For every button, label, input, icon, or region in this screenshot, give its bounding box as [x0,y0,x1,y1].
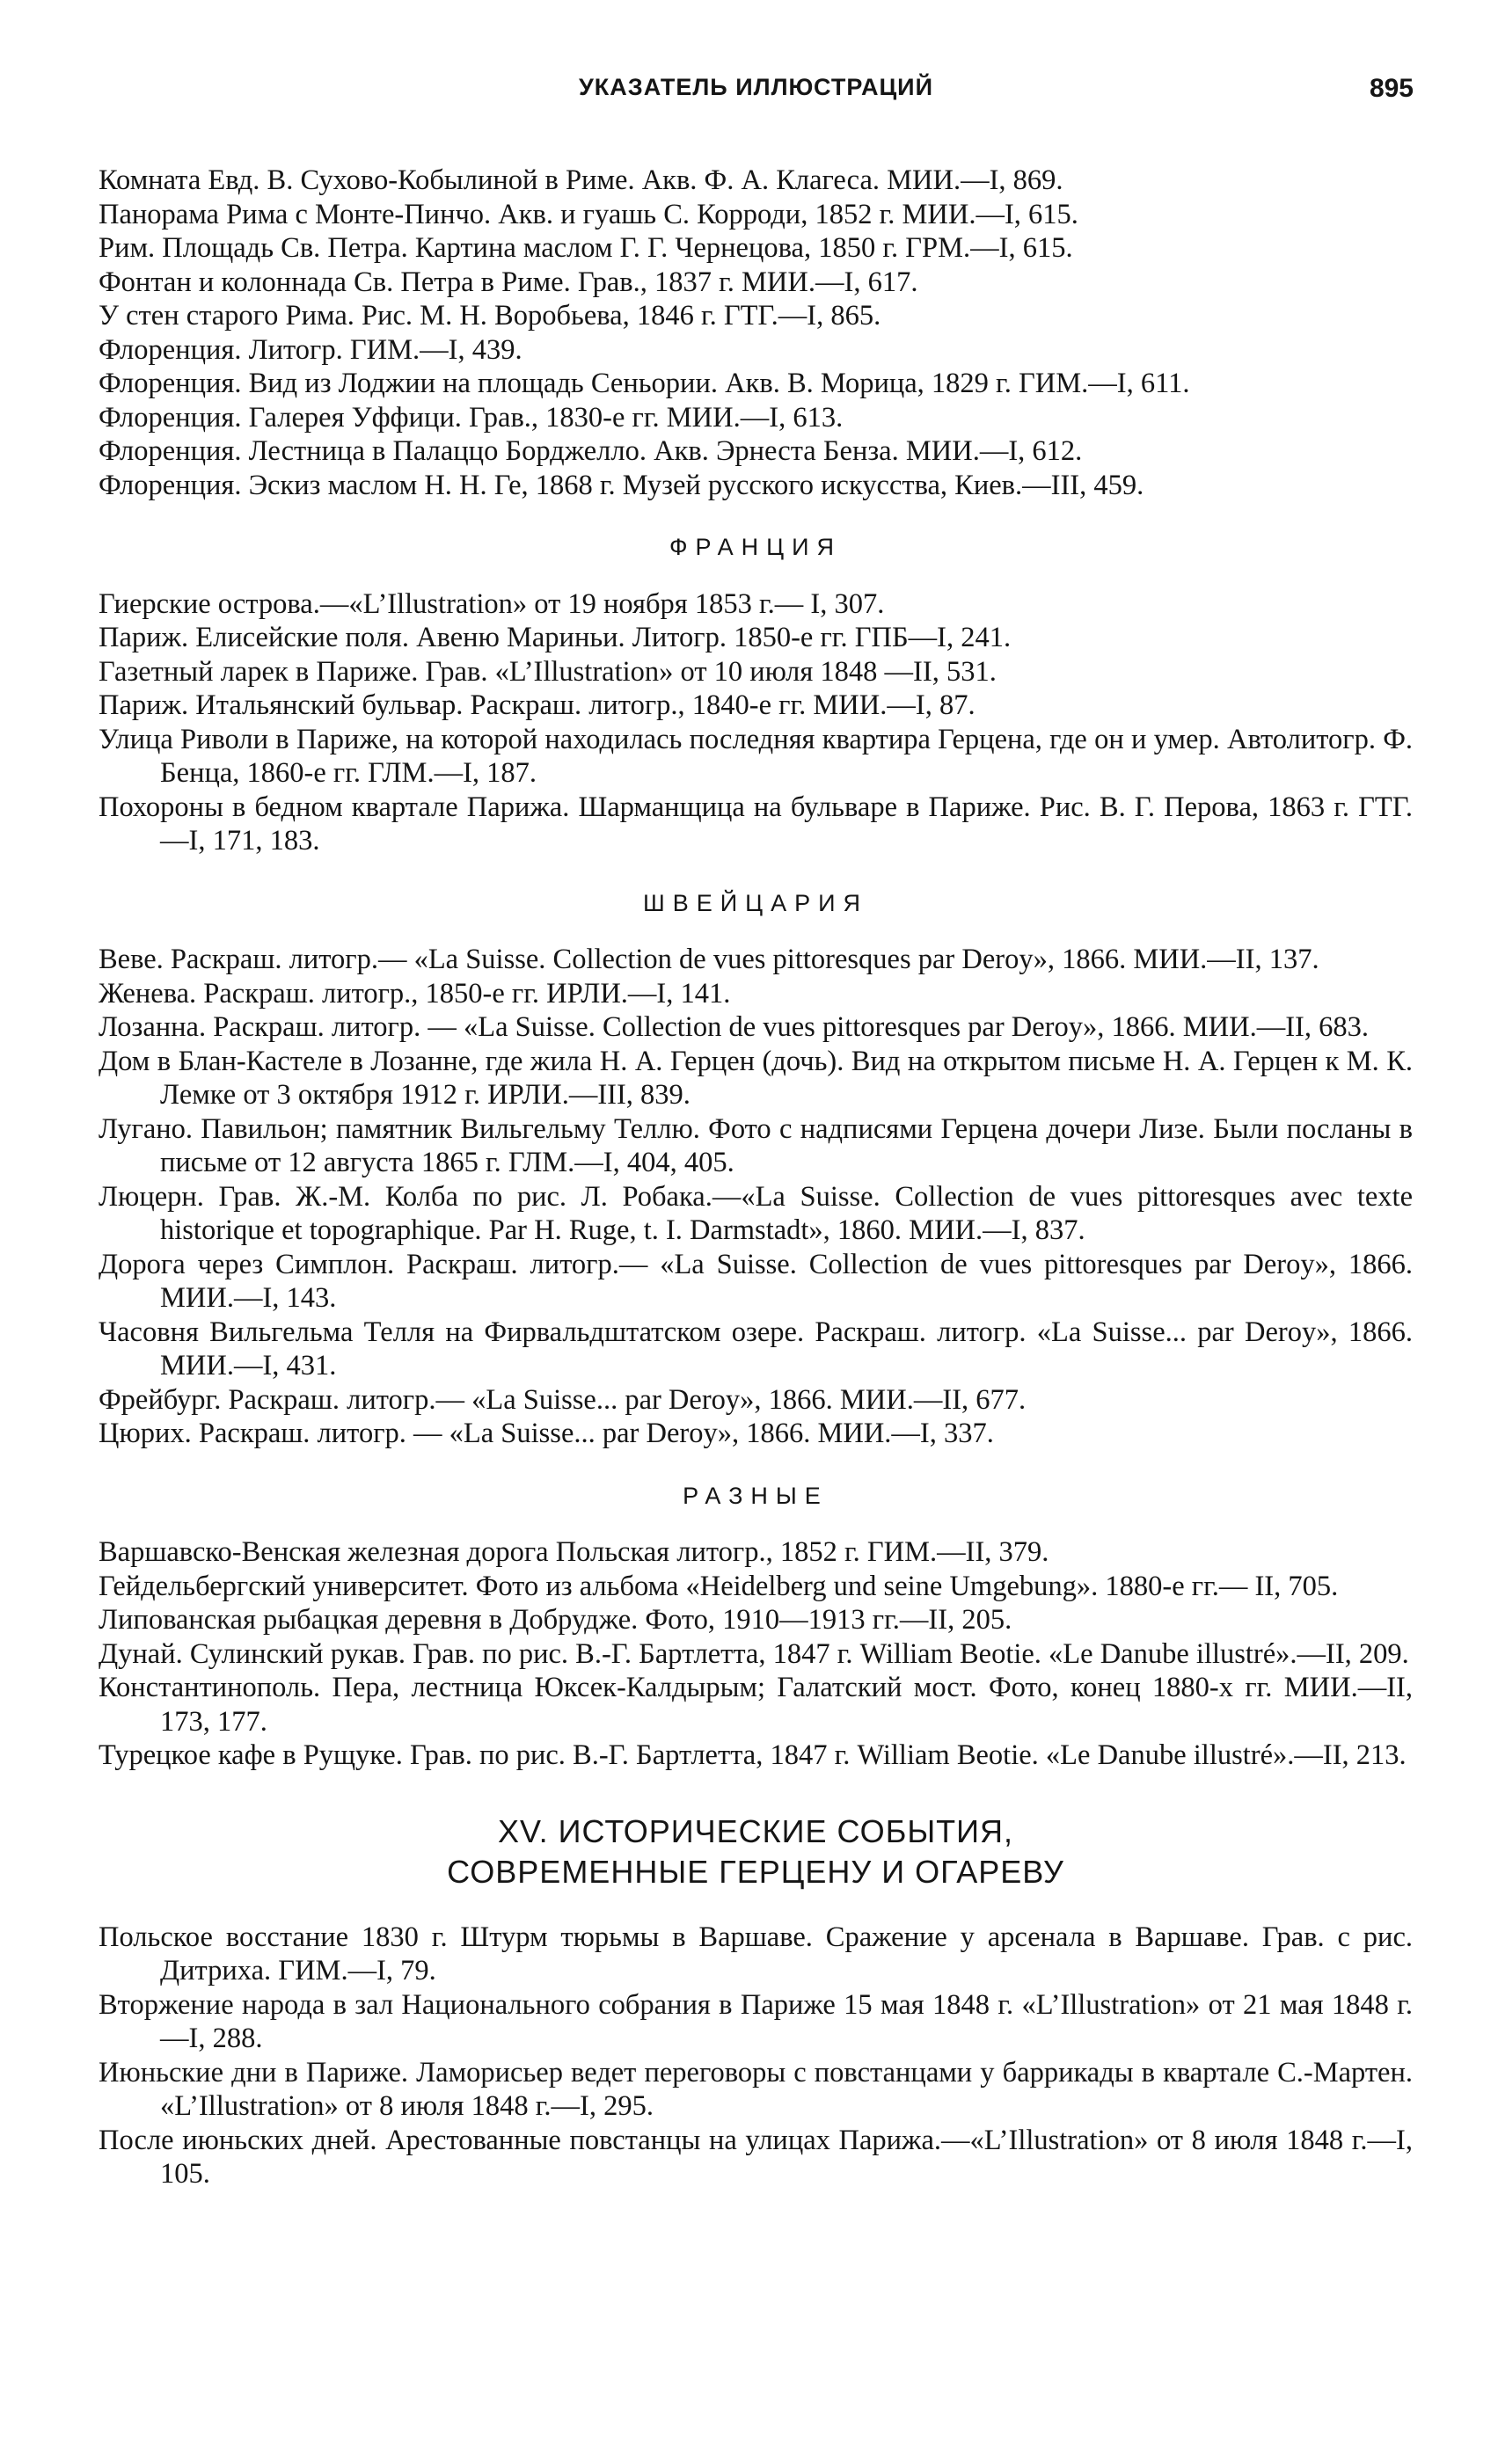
index-entry: Флоренция. Эскиз маслом Н. Н. Ге, 1868 г. Музей русского искусства, Киев.—III, 459. [99,469,1144,501]
index-entry: У стен старого Рима. Рис. М. Н. Воробьева, 1846 г. ГТГ.—I, 865. [99,300,881,332]
index-entry: Фрейбург. Раскраш. литогр.— «La Suisse... par Deroy», 1866. МИИ.—II, 677. [99,1383,1027,1416]
index-entry: Вторжение народа в зал Национального собрания в Париже 15 мая 1848 г. «L’Illustration» от 21 мая 1848 г. —I, 288. [99,1988,1413,2054]
index-section [99,886,1413,1451]
index-entry: Панорама Рима с Монте-Пинчо. Акв. и гуашь С. Корроди, 1852 г. МИИ.—I, 615. [99,198,1078,230]
index-entry: Париж. Елисейские поля. Авеню Мариньи. Литогр. 1850-е гг. ГПБ—I, 241. [99,622,1012,653]
section-heading: ФРАНЦИЯ [669,534,843,560]
index-entry: Гейдельбергский университет. Фото из альбома «Heidelberg und seine Umgebung». 1880-е гг.— II, 705. [99,1570,1339,1602]
index-entry: Цюрих. Раскраш. литогр. — «La Suisse... par Deroy», 1866. МИИ.—I, 337. [99,1418,994,1449]
index-entry: Похороны в бедном квартале Парижа. Шарманщица на бульваре в Париже. Рис. В. Г. Перова, 1863 г. ГТГ.—I, 171, 183. [99,791,1413,857]
illustration-index [99,164,1413,2191]
index-entry: Флоренция. Литогр. ГИМ.—I, 439. [99,333,522,366]
index-entry: Июньские дни в Париже. Ламорисьер ведет переговоры с повстанцами у баррикады в квартале С.-Мартен. «L’Illustration» от 8 июля 1848 г.—I, 295. [99,2056,1413,2122]
section-heading: РАЗНЫЕ [683,1482,829,1509]
index-entry: Газетный ларек в Париже. Грав. «L’Illustration» от 10 июля 1848 —II, 531. [99,655,997,688]
index-entry: Люцерн. Грав. Ж.-М. Колба по рис. Л. Робака.—«La Suisse. Collection de vues pittoresques avec texte historique et topographique. Par H. Ruge, t. I. Darmstadt», 1860. МИИ.—I, 837. [99,1180,1413,1246]
index-entry: Лугано. Павильон; памятник Вильгельму Теллю. Фото с надписями Герцена дочери Лизе. Были посланы в письме от 12 августа 1865 г. ГЛМ.—I, 404, 405. [99,1112,1413,1178]
index-entry: Лозанна. Раскраш. литогр. — «La Suisse. Collection de vues pittoresques par Deroy», 1866. МИИ.—II, 683. [99,1011,1369,1043]
index-entry: Рим. Площадь Св. Петра. Картина маслом Г. Г. Чернецова, 1850 г. ГРМ.—I, 615. [99,232,1073,264]
index-entry: Флоренция. Галерея Уффици. Грав., 1830-е гг. МИИ.—I, 613. [99,401,844,434]
page-number: 895 [1369,74,1414,103]
index-entry: Флоренция. Лестница в Палаццо Борджелло. Акв. Эрнеста Бенза. МИИ.—I, 612. [99,435,1083,467]
running-head [99,74,1414,113]
chapter-section [99,1812,1413,2191]
index-entry: Польское восстание 1830 г. Штурм тюрьмы в Варшаве. Сражение у арсенала в Варшаве. Грав. с рис. Дитриха. ГИМ.—I, 79. [99,1921,1413,1987]
index-entry: Флоренция. Вид из Лоджии на площадь Сеньории. Акв. В. Морица, 1829 г. ГИМ.—I, 611. [99,368,1190,399]
index-entry: Комната Евд. В. Сухово-Кобылиной в Риме. Акв. Ф. А. Клагеса. МИИ.—I, 869. [99,164,1063,196]
index-entry: Веве. Раскраш. литогр.— «La Suisse. Collection de vues pittoresques par Deroy», 1866. МИИ.—II, 137. [99,944,1319,975]
index-entry: Париж. Итальянский бульвар. Раскраш. литогр., 1840-е гг. МИИ.—I, 87. [99,689,976,721]
index-entry: Дунай. Сулинский рукав. Грав. по рис. В.-Г. Бартлетта, 1847 г. William Beotie. «Le Danube illustré».—II, 209. [99,1637,1409,1670]
index-entry: Дом в Блан-Кастеле в Лозанне, где жила Н. А. Герцен (дочь). Вид на открытом письме Н. А. Герцен к М. К. Лемке от 3 октября 1912 г. ИРЛИ.—III, 839. [99,1045,1413,1111]
section-heading: ШВЕЙЦАРИЯ [642,889,869,916]
index-entry: Часовня Вильгельма Телля на Фирвальдштатском озере. Раскраш. литогр. «La Suisse... par Deroy», 1866. МИИ.—I, 431. [99,1316,1413,1381]
running-title: УКАЗАТЕЛЬ ИЛЛЮСТРАЦИЙ [579,74,933,100]
index-entry: Улица Риволи в Париже, на которой находилась последняя квартира Герцена, где он и умер. Автолитогр. Ф. Бенца, 1860-е гг. ГЛМ.—I, 187. [99,723,1413,789]
index-entry: Турецкое кафе в Рущуке. Грав. по рис. В.-Г. Бартлетта, 1847 г. William Beotie. «Le Danube illustré».—II, 213. [99,1739,1407,1771]
chapter-heading-line: XV. ИСТОРИЧЕСКИЕ СОБЫТИЯ, [497,1812,1014,1849]
index-entry: Женева. Раскраш. литогр., 1850-е гг. ИРЛИ.—I, 141. [99,977,731,1010]
index-section [99,530,1413,858]
index-section [99,1479,1413,1773]
index-entry: Гиерские острова.—«L’Illustration» от 19 ноября 1853 г.— I, 307. [99,587,885,620]
index-entry: Дорога через Симплон. Раскраш. литогр.— «La Suisse. Collection de vues pittoresques par Deroy», 1866. МИИ.—I, 143. [99,1248,1413,1314]
index-entry: После июньских дней. Арестованные повстанцы на улицах Парижа.—«L’Illustration» от 8 июля 1848 г.—I, 105. [99,2124,1413,2190]
index-section [99,164,1413,502]
index-entry: Фонтан и колоннада Св. Петра в Риме. Грав., 1837 г. МИИ.—I, 617. [99,266,918,298]
index-entry: Варшавско-Венская железная дорога Польская литогр., 1852 г. ГИМ.—II, 379. [99,1536,1049,1568]
chapter-heading [99,1812,1413,1892]
index-entry: Константинополь. Пера, лестница Юксек-Калдырым; Галатский мост. Фото, конец 1880-х гг. МИИ.—II, 173, 177. [99,1672,1413,1738]
chapter-heading-line: СОВРЕМЕННЫЕ ГЕРЦЕНУ И ОГАРЕВУ [447,1853,1064,1890]
index-entry: Липованская рыбацкая деревня в Добрудже. Фото, 1910—1913 гг.—II, 205. [99,1604,1012,1636]
